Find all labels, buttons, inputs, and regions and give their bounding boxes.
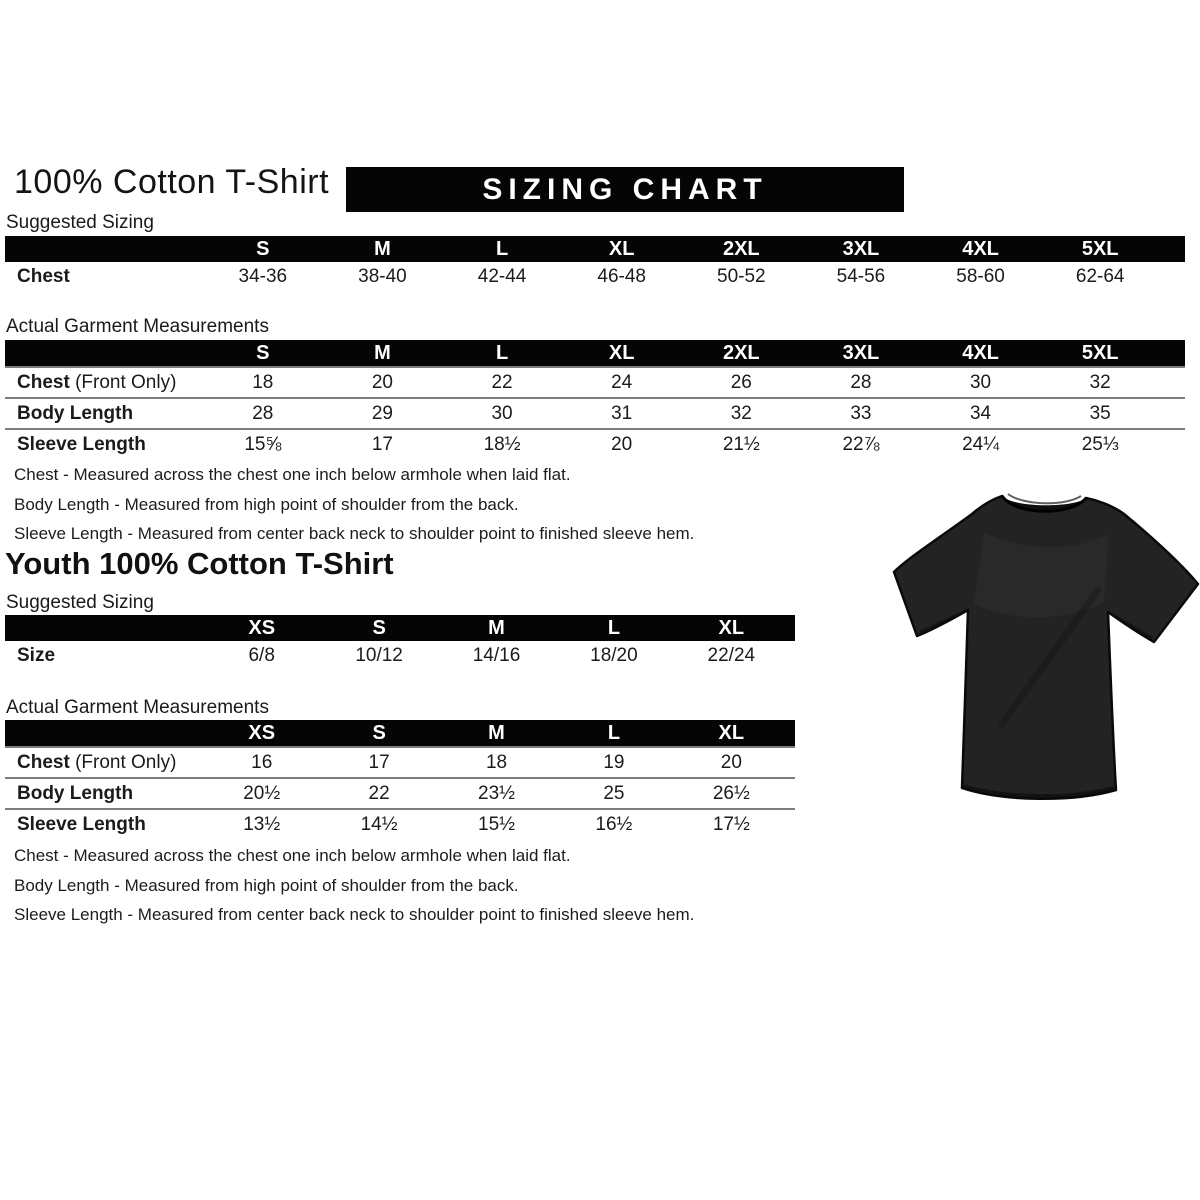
column-header: S: [256, 341, 270, 364]
column-header: L: [495, 341, 509, 364]
row-label: Chest: [17, 265, 70, 287]
table-header-row: [5, 720, 795, 746]
cell-value: 26: [730, 371, 752, 393]
cell-value: 15½: [478, 813, 515, 835]
table-row: [5, 366, 1185, 397]
row-label: Body Length: [17, 782, 134, 804]
cell-value: 31: [611, 402, 633, 424]
cell-value: 17½: [712, 813, 750, 835]
cell-value: 18½: [483, 433, 521, 455]
adult-measurement-notes: [14, 460, 694, 549]
row-label: Sleeve Length: [17, 433, 146, 455]
cell-value: 26½: [712, 782, 750, 804]
cell-value: 35: [1089, 402, 1111, 424]
cell-value: 6/8: [248, 644, 275, 666]
youth-actual-measurements-table: [5, 720, 795, 839]
note-chest: Chest - Measured across the chest one inch below armhole when laid flat.: [14, 846, 571, 865]
table-row: [5, 641, 795, 670]
column-header: 4XL: [962, 341, 999, 364]
note-body-length: Body Length - Measured from high point of shoulder from the back.: [14, 875, 519, 895]
column-header: XL: [718, 616, 745, 639]
cell-value: 23½: [478, 782, 515, 804]
cell-value: 14/16: [472, 644, 521, 666]
cell-value: 17: [368, 751, 390, 773]
cell-value: 20: [371, 371, 393, 393]
column-header: XL: [608, 341, 635, 364]
youth-section-title: Youth 100% Cotton T-Shirt: [5, 546, 394, 581]
table-header-row: [5, 615, 795, 641]
cell-value: 58-60: [956, 265, 1005, 287]
adult-suggested-sizing-table: [5, 236, 1185, 291]
cell-value: 54-56: [836, 265, 886, 287]
cell-value: 24: [611, 371, 633, 393]
column-header: M: [488, 721, 505, 744]
cell-value: 32: [730, 402, 752, 424]
note-chest: Chest - Measured across the chest one inch below armhole when laid flat.: [14, 465, 571, 484]
table-row: [5, 262, 1185, 291]
column-header: 5XL: [1081, 341, 1119, 364]
column-header: XL: [718, 721, 745, 744]
table-row: [5, 777, 795, 808]
cell-value: 21½: [722, 433, 760, 455]
column-header: XS: [248, 721, 276, 744]
adult-suggested-sizing-label: Suggested Sizing: [6, 212, 154, 233]
cell-value: 16: [251, 751, 273, 773]
cell-value: 13½: [243, 813, 281, 835]
row-label: Chest (Front Only): [17, 751, 177, 773]
column-header: 2XL: [722, 237, 760, 260]
adult-actual-measurements-label: Actual Garment Measurements: [6, 316, 269, 337]
column-header: XS: [248, 616, 276, 639]
black-tshirt-image: [884, 472, 1200, 817]
column-header: L: [607, 616, 621, 639]
cell-value: 32: [1089, 371, 1111, 393]
cell-value: 14½: [360, 813, 398, 835]
cell-value: 18/20: [590, 644, 638, 666]
cell-value: 22: [491, 371, 513, 393]
page-title: 100% Cotton T-Shirt: [14, 163, 330, 201]
column-header: 5XL: [1081, 237, 1119, 260]
cell-value: 33: [850, 402, 872, 424]
column-header: M: [374, 237, 391, 260]
cell-value: 19: [603, 751, 625, 773]
column-header: L: [607, 721, 621, 744]
column-header: M: [374, 341, 391, 364]
cell-value: 29: [371, 402, 393, 424]
column-header: 3XL: [842, 237, 880, 260]
row-label: Size: [17, 644, 56, 666]
column-header: S: [372, 721, 386, 744]
tshirt-illustration: [884, 472, 1200, 817]
column-header: S: [256, 237, 270, 260]
cell-value: 50-52: [717, 265, 766, 287]
cell-value: 18: [485, 751, 508, 773]
cell-value: 38-40: [358, 265, 407, 287]
cell-value: 18: [252, 371, 274, 393]
sizing-chart-banner: [346, 167, 904, 212]
cell-value: 10/12: [355, 644, 403, 666]
cell-value: 22: [368, 782, 390, 804]
adult-actual-measurements-table: [5, 340, 1185, 459]
youth-suggested-sizing-label: Suggested Sizing: [6, 592, 154, 613]
youth-actual-measurements-label: Actual Garment Measurements: [6, 697, 269, 718]
youth-suggested-sizing-table: [5, 615, 795, 670]
cell-value: 22/24: [707, 644, 756, 666]
cell-value: 30: [969, 371, 992, 393]
table-row: [5, 808, 795, 839]
note-body-length: Body Length - Measured from high point of shoulder from the back.: [14, 494, 519, 514]
note-sleeve-length: Sleeve Length - Measured from center back neck to shoulder point to finished sleeve hem.: [14, 905, 695, 924]
column-header: M: [488, 616, 505, 639]
table-header-row: [5, 340, 1185, 366]
cell-value: 17: [371, 433, 393, 455]
column-header: S: [372, 616, 386, 639]
cell-value: 30: [491, 402, 513, 424]
table-row: [5, 397, 1185, 428]
cell-value: 28: [252, 402, 274, 424]
table-row: [5, 428, 1185, 459]
cell-value: 28: [850, 371, 872, 393]
row-label: Body Length: [17, 402, 134, 424]
cell-value: 42-44: [477, 265, 527, 287]
note-sleeve-length: Sleeve Length - Measured from center back neck to shoulder point to finished sleeve hem.: [14, 524, 695, 543]
cell-value: 15⅝: [244, 433, 282, 455]
cell-value: 24¼: [962, 433, 1000, 455]
column-header: 2XL: [722, 341, 760, 364]
cell-value: 22⅞: [842, 433, 880, 455]
cell-value: 34-36: [238, 265, 288, 287]
cell-value: 16½: [595, 813, 633, 835]
column-header: 4XL: [962, 237, 999, 260]
table-header-row: [5, 236, 1185, 262]
sizing-chart-banner-text: SIZING CHART: [482, 172, 768, 206]
row-label: Sleeve Length: [17, 813, 146, 835]
table-row: [5, 746, 795, 777]
column-header: 3XL: [842, 341, 880, 364]
youth-measurement-notes: [14, 841, 694, 930]
cell-value: 20: [611, 433, 633, 455]
cell-value: 62-64: [1075, 265, 1125, 287]
cell-value: 25⅓: [1081, 433, 1119, 455]
cell-value: 46-48: [597, 265, 646, 287]
column-header: L: [495, 237, 509, 260]
cell-value: 34: [969, 402, 992, 424]
cell-value: 20: [720, 751, 742, 773]
cell-value: 20½: [243, 782, 281, 804]
row-label: Chest (Front Only): [17, 371, 177, 393]
column-header: XL: [608, 237, 635, 260]
cell-value: 25: [603, 782, 625, 804]
